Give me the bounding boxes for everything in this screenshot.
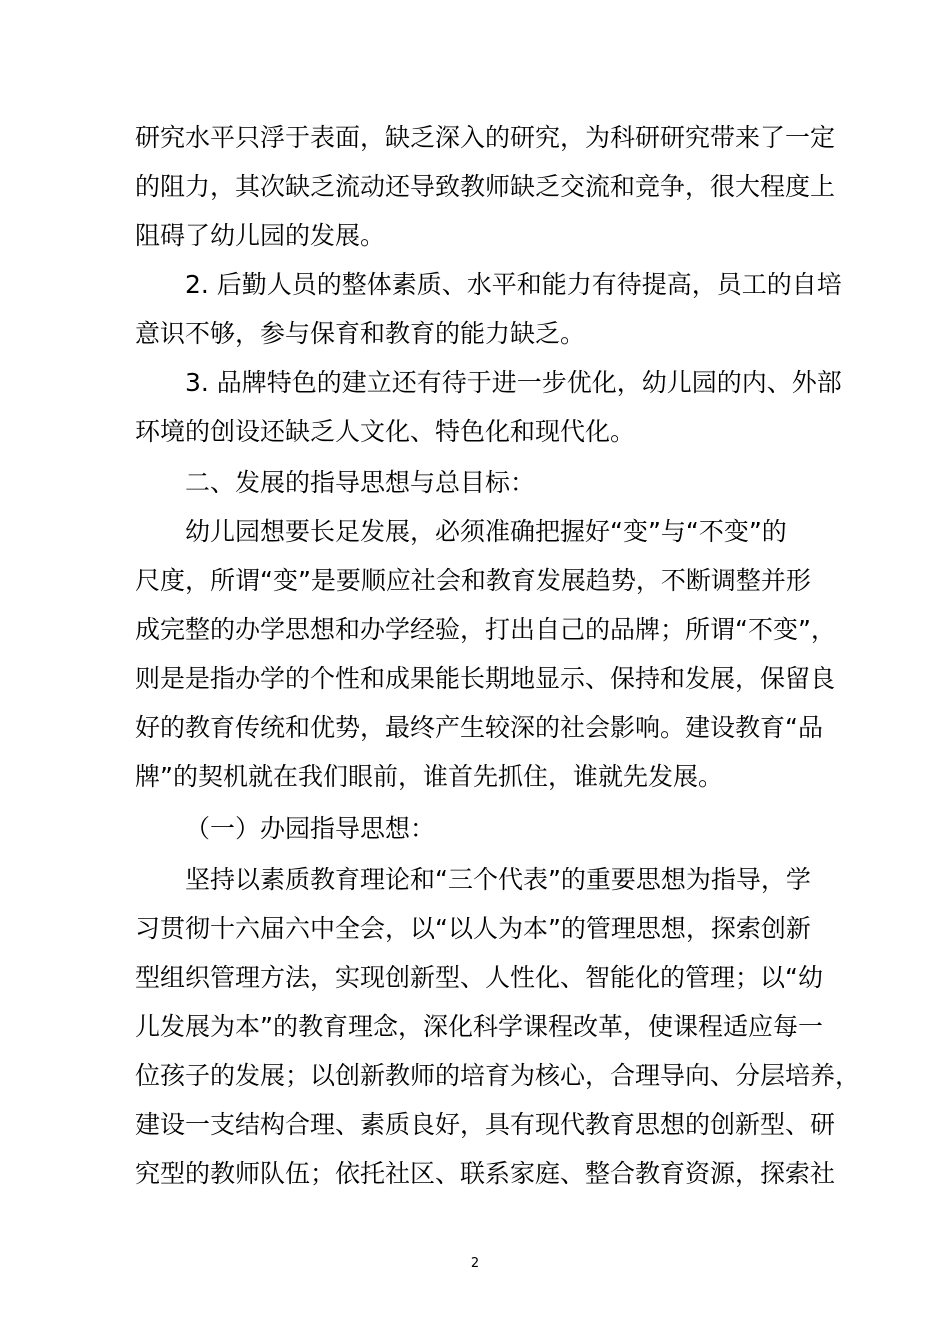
text-line: 型组织管理方法，实现创新型、人性化、智能化的管理；以“幼 [135, 963, 823, 992]
subsection-heading: （一）办园指导思想： [185, 814, 436, 843]
text-line: 意识不够，参与保育和教育的能力缺乏。 [135, 319, 586, 348]
text-line: 阻碍了幼儿园的发展。 [135, 221, 386, 250]
text-line: 环境的创设还缺乏人文化、特色化和现代化。 [135, 417, 636, 446]
text-line: 的阻力，其次缺乏流动还导致教师缺乏交流和竞争，很大程度上 [135, 172, 836, 201]
text-line: 则是是指办学的个性和成果能长期地显示、保持和发展，保留良 [135, 664, 836, 693]
text-line: 好的教育传统和优势，最终产生较深的社会影响。建设教育“品 [135, 713, 823, 742]
section-heading: 二、发展的指导思想与总目标： [185, 468, 536, 497]
text-line: 3. 品牌特色的建立还有待于进一步优化，幼儿园的内、外部 [185, 368, 842, 397]
text-line: 建设一支结构合理、素质良好，具有现代教育思想的创新型、研 [135, 1110, 836, 1139]
text-line: 研究水平只浮于表面，缺乏深入的研究，为科研研究带来了一定 [135, 123, 836, 152]
text-line: 成完整的办学思想和办学经验，打出自己的品牌；所谓“不变”， [135, 615, 836, 644]
text-line: 儿发展为本”的教育理念，深化科学课程改革，使课程适应每一 [135, 1012, 823, 1041]
text-line: 坚持以素质教育理论和“三个代表”的重要思想为指导，学 [185, 865, 811, 894]
text-line: 位孩子的发展；以创新教师的培育为核心，合理导向、分层培养， [135, 1061, 861, 1090]
page-number: 2 [470, 1256, 480, 1271]
text-line: 究型的教师队伍；依托社区、联系家庭、整合教育资源，探索社 [135, 1159, 836, 1188]
text-line: 牌”的契机就在我们眼前，谁首先抓住，谁就先发展。 [135, 762, 723, 791]
text-line: 尺度，所谓“变”是要顺应社会和教育发展趋势，不断调整并形 [135, 566, 811, 595]
text-line: 习贯彻十六届六中全会，以“以人为本”的管理思想，探索创新 [135, 914, 811, 943]
text-line: 2. 后勤人员的整体素质、水平和能力有待提高，员工的自培 [185, 270, 842, 299]
text-line: 幼儿园想要长足发展，必须准确把握好“变”与“不变”的 [185, 517, 787, 546]
